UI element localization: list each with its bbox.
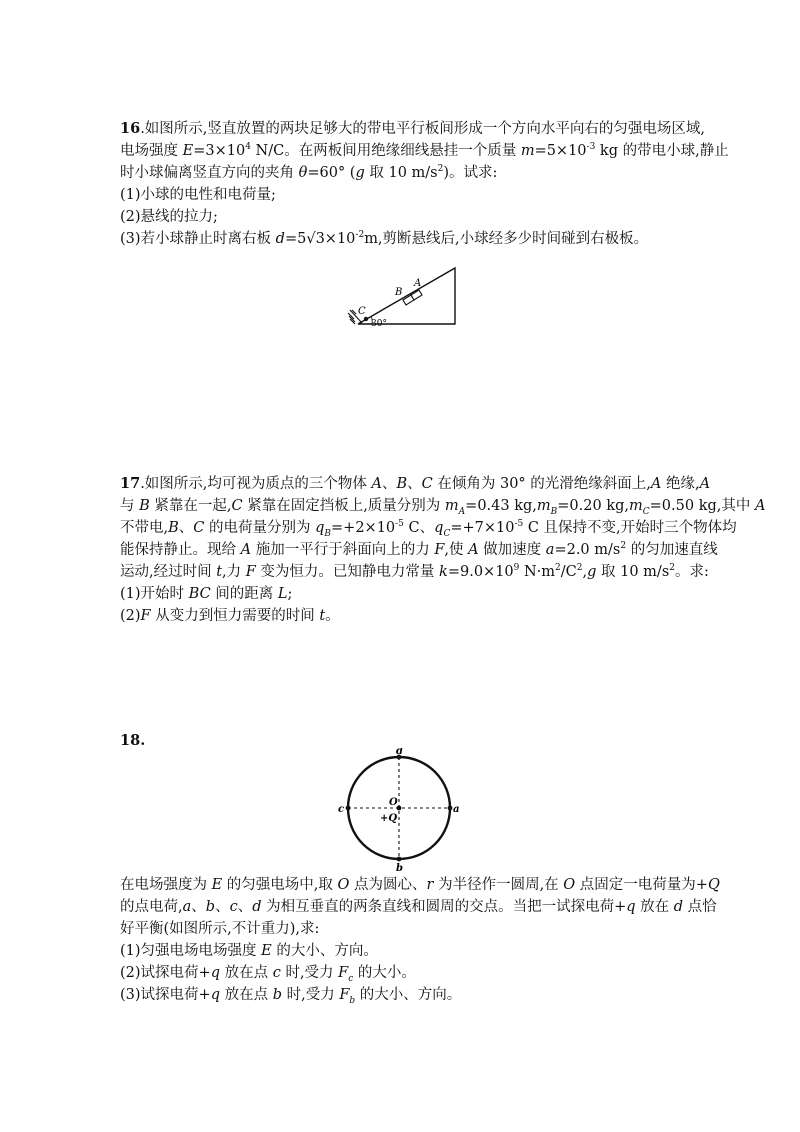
q17-part-2: (2)F 从变力到恒力需要的时间 t。 xyxy=(120,608,340,624)
q16-line-2: 电场强度 $E=3\times 10^4$ N/C。在两板间用绝缘细线悬挂一个质量 $m=5\times 10^{-3}$ kg 的带电小球,静止 xyxy=(120,142,729,159)
q18-line-3: 好平衡(如图所示,不计重力),求: xyxy=(120,921,320,937)
label-c: C xyxy=(358,306,366,317)
label-o: O xyxy=(389,797,398,808)
q16-line-1: 16.如图所示,竖直放置的两块足够大的带电平行板间形成一个方向水平向右的匀强电场区域, xyxy=(120,120,706,137)
label-plus-q: +Q xyxy=(380,813,398,824)
point-a xyxy=(448,806,453,811)
label-b: B xyxy=(395,287,403,298)
label-a: A xyxy=(414,278,422,289)
question-18 xyxy=(120,874,720,1006)
q18-heading: 18. xyxy=(120,732,146,749)
particle-c xyxy=(364,317,368,321)
label-d: d xyxy=(396,748,403,757)
q17-line-1: 17.如图所示,均可视为质点的三个物体 A、B、C 在倾角为 30° 的光滑绝缘斜面上,A 绝缘,A xyxy=(120,475,711,492)
q16-line-3: 时小球偏离竖直方向的夹角 θ=60° (g 取 10 $m/s^2$)。试求: xyxy=(120,164,498,181)
circle-figure xyxy=(335,748,465,872)
label-a: a xyxy=(453,804,460,815)
q17-line-4: 能保持静止。现给 A 施加一平行于斜面向上的力 F,使 A 做加速度 a=2.0 $m/s^2$ 的匀加速直线 xyxy=(120,541,718,558)
q18-part-1: (1)匀强电场电场强度 E 的大小、方向。 xyxy=(120,943,378,959)
q18-line-2: 的点电荷,a、b、c、d 为相互垂直的两条直线和圆周的交点。当把一试探电荷+q 放在 d 点恰 xyxy=(120,899,717,915)
q17-line-2: 与 B 紧靠在一起,C 紧靠在固定挡板上,质量分别为 $m_A=0.43$ $kg,m_B=0.20$ $kg,m_C=0.50$ kg,其中 A xyxy=(120,498,766,517)
q17-line-5: 运动,经过时间 t,力 F 变为恒力。已知静电力常量 $k=9.0\times 10^9$ $N\cdot m^2/C^2,g$ 取 10 $m/s^2$。求: xyxy=(120,563,709,580)
point-b xyxy=(397,857,402,862)
question-17 xyxy=(120,473,766,627)
label-b: b xyxy=(396,863,403,872)
q18-line-1: 在电场强度为 E 的匀强电场中,取 O 点为圆心、r 为半径作一圆周,在 O 点固定一电荷量为+Q xyxy=(120,877,720,893)
q17-line-3: 不带电,B、C 的电荷量分别为 $q_B=+2\times 10^{-5}$ C、$q_C=+7\times 10^{-5}$ C 且保持不变,开始时三个物体均 xyxy=(120,519,737,539)
q16-number: 16 xyxy=(120,120,141,137)
q16-part-3: (3)若小球静止时离右板 $d=5√3\times 10^{-2}m$,剪断悬线后,小球经多少时间碰到右极板。 xyxy=(120,230,649,247)
q17-number: 17 xyxy=(120,475,141,492)
q18-part-2: (2)试探电荷+q 放在点 c 时,受力 $F_c$ 的大小。 xyxy=(120,965,416,984)
point-c xyxy=(346,806,351,811)
q16-part-2: (2)悬线的拉力; xyxy=(120,209,218,225)
incline-figure xyxy=(340,262,465,332)
q17-part-1: (1)开始时 BC 间的距离 L; xyxy=(120,586,293,602)
q16-part-1: (1)小球的电性和电荷量; xyxy=(120,187,276,203)
incline-triangle xyxy=(358,268,455,324)
q18-number: 18 xyxy=(120,732,141,749)
angle-label: 30° xyxy=(371,319,387,329)
question-16 xyxy=(120,118,729,250)
q18-part-3: (3)试探电荷+q 放在点 b 时,受力 $F_b$ 的大小、方向。 xyxy=(120,987,462,1006)
label-c: c xyxy=(338,804,345,815)
